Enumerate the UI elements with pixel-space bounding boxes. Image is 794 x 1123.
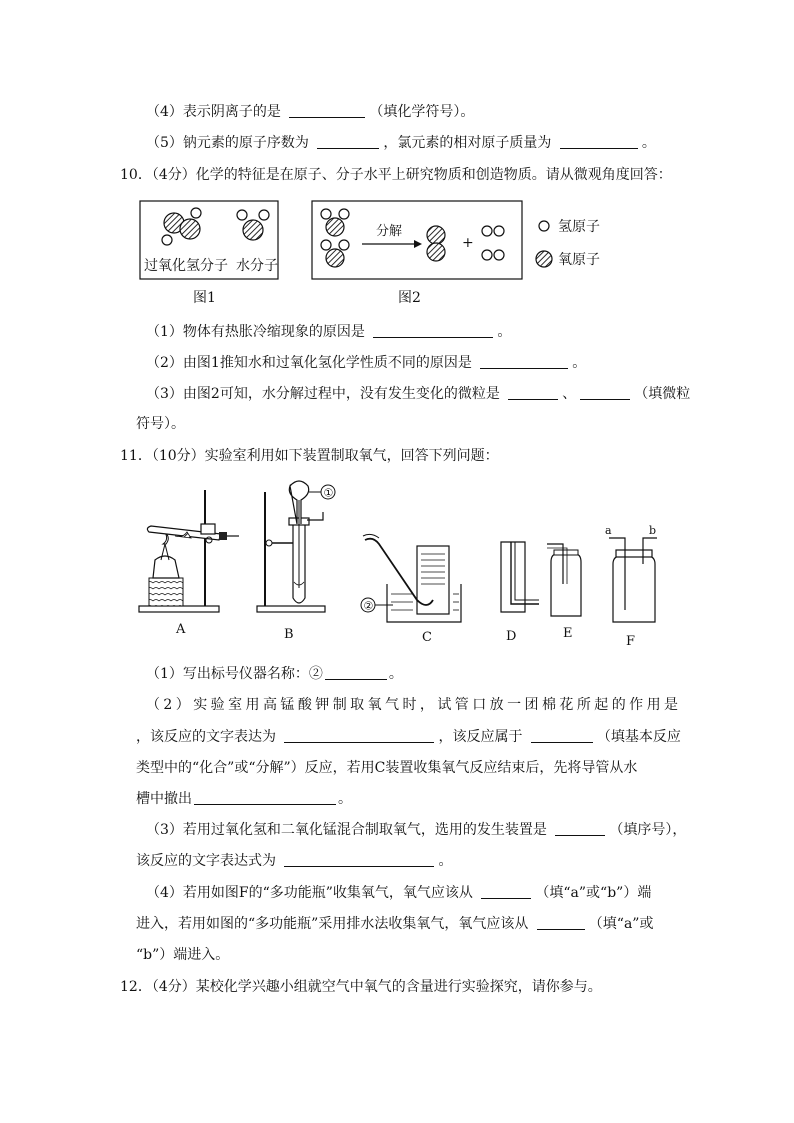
answer-blank[interactable] [531,728,593,743]
answer-blank[interactable] [560,134,638,149]
apparatus-f [605,524,657,622]
q9-part5: （5）钠元素的原子序数为 ，氯元素的相对原子质量为 。 [146,135,656,151]
answer-blank[interactable] [284,852,434,867]
q11-part4-end: “b”）端进入。 [136,947,230,963]
oxygen-molecule [427,226,445,261]
q12-stem: 12．（4分）某校化学兴趣小组就空气中氧气的含量进行实验探究，请你参与。 [120,979,602,995]
label-app-b: B [284,627,294,642]
arrow-label: 分解 [376,224,403,239]
q10-stem: 10．（4分）化学的特征是在原子、分子水平上研究物质和创造物质。请从微观角度回答： [120,167,672,183]
answer-blank[interactable] [480,354,568,369]
q11-part2-line2: ，该反应的文字表达为 ，该反应属于 （填基本反应 [136,729,681,745]
q11-part4-cont: 进入，若用如图的“多功能瓶”采用排水法收集氧气，氧气应该从 （填“a”或 [136,916,654,932]
fig1-label-h2o2: 过氧化氢分子 [144,258,228,274]
answer-blank[interactable] [194,790,336,805]
q11-part2-line1: （2）实验室用高锰酸钾制取氧气时，试管口放一团棉花所起的作用是 [146,697,678,713]
hydrogen-peroxide-molecule [162,208,201,245]
label-b: b [649,524,657,537]
q10-part2: （2）由图1推知水和过氧化氢化学性质不同的原因是 。 [146,355,587,371]
answer-blank[interactable] [325,665,387,680]
water-molecule [237,210,269,240]
q11-part2-line4: 槽中撤出 。 [136,791,352,807]
q11-stem: 11．（10分）实验室利用如下装置制取氧气，回答下列问题： [120,448,499,464]
legend-oxygen-icon [536,251,552,267]
fig2-caption: 图2 [398,290,421,306]
answer-blank[interactable] [289,103,365,118]
q11-part3-cont: 该反应的文字表达式为 。 [136,853,453,869]
answer-blank[interactable] [284,728,434,743]
q11-part1: （1）写出标号仪器名称：② 。 [146,666,403,682]
q10-figure [130,195,610,310]
answer-blank[interactable] [317,134,379,149]
answer-blank[interactable] [580,385,630,400]
answer-blank[interactable] [481,884,531,899]
lab-apparatus-figure [135,478,675,653]
apparatus-b [257,481,335,612]
label-app-d: D [506,629,517,644]
label-app-a: A [176,622,186,637]
apparatus-a [139,490,239,612]
fig1-caption: 图1 [193,290,216,306]
apparatus-e [547,544,581,616]
label-a: a [605,524,612,537]
legend-oxygen-label: 氧原子 [558,252,600,268]
q9-part4: （4）表示阴离子的是 （填化学符号）。 [146,104,475,120]
q10-part1: （1）物体有热胀冷缩现象的原因是 。 [146,324,512,340]
apparatus-c [361,534,461,622]
label-2: ② [363,599,374,613]
answer-blank[interactable] [555,821,605,836]
legend-hydrogen-label: 氢原子 [558,219,600,235]
answer-blank[interactable] [537,915,585,930]
apparatus-d [501,542,539,612]
answer-blank[interactable] [373,323,493,338]
q10-part3: （3）由图2可知，水分解过程中，没有发生变化的微粒是 、 （填微粒 [146,386,691,402]
answer-blank[interactable] [508,385,558,400]
hydrogen-molecules [482,226,504,260]
water-molecules-reactant [321,209,349,267]
fig1-label-h2o: 水分子 [236,258,278,274]
plus-sign: + [462,235,474,251]
label-app-c: C [422,630,432,645]
reaction-arrow [362,240,422,248]
q11-part4: （4）若用如图F的“多功能瓶”收集氧气，氧气应该从 （填“a”或“b”）端 [146,885,652,901]
label-app-f: F [626,634,636,649]
legend-hydrogen-icon [539,221,549,231]
q11-part2-line3: 类型中的“化合”或“分解”）反应，若用C装置收集氧气反应结束后，先将导管从水 [136,760,638,776]
q11-part3: （3）若用过氧化氢和二氧化锰混合制取氧气，选用的发生装置是 （填序号）， [146,822,687,838]
label-app-e: E [563,626,573,641]
label-1: ① [323,486,334,500]
q10-part3-cont: 符号）。 [136,416,185,432]
